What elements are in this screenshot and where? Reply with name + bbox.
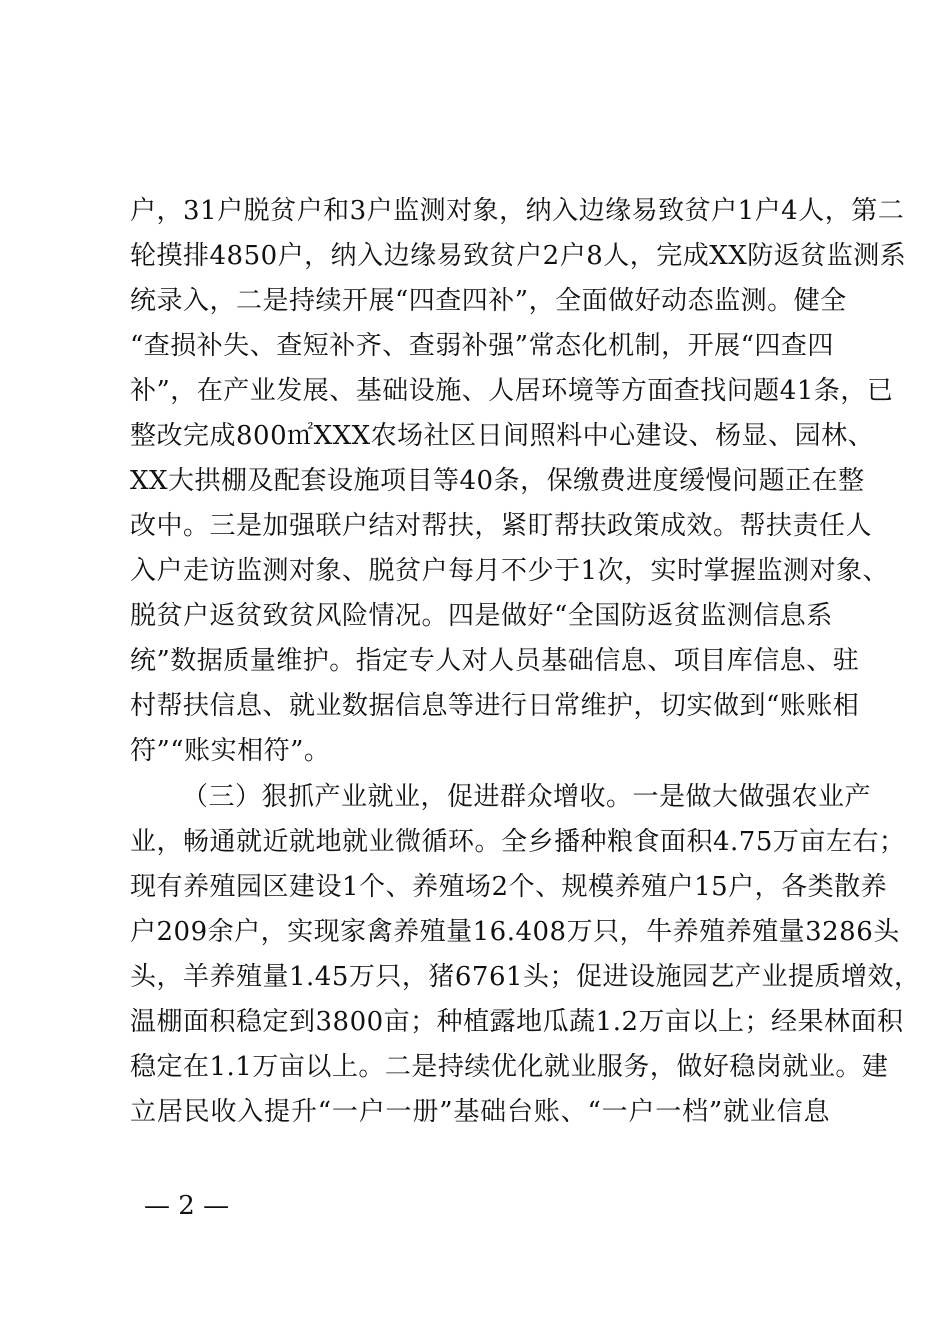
body-text-line: 现有养殖园区建设1个、养殖场2个、规模养殖户15户，各类散养 <box>130 872 888 902</box>
section-heading-line: （三）狠抓产业就业，促进群众增收。一是做大做强农业产 <box>182 782 872 812</box>
body-text-line: 补”，在产业发展、基础设施、人居环境等方面查找问题41条，已 <box>130 376 894 406</box>
body-text-line: 温棚面积稳定到3800亩；种植露地瓜蔬1.2万亩以上；经果林面积 <box>130 1007 904 1037</box>
body-text-line: 立居民收入提升“一户一册”基础台账、“一户一档”就业信息 <box>130 1097 830 1127</box>
body-text-line: 脱贫户返贫致贫风险情况。四是做好“全国防返贫监测信息系 <box>130 601 833 631</box>
body-text-line: “查损补失、查短补齐、查弱补强”常态化机制，开展“四查四 <box>130 331 834 361</box>
body-text-line: 统录入，二是持续开展“四查四补”，全面做好动态监测。健全 <box>130 286 847 316</box>
body-text-line: 业，畅通就近就地就业微循环。全乡播种粮食面积4.75万亩左右； <box>130 827 906 857</box>
page-number: — 2 — <box>144 1191 230 1221</box>
body-text-line: XX大拱棚及配套设施项目等40条，保缴费进度缓慢问题正在整 <box>130 466 865 496</box>
body-text-line: 入户走访监测对象、脱贫户每月不少于1次，实时掌握监测对象、 <box>130 556 890 586</box>
body-text-line: 头，羊养殖量1.45万只，猪6761头；促进设施园艺产业提质增效， <box>130 962 921 992</box>
body-text-line: 改中。三是加强联户结对帮扶，紧盯帮扶政策成效。帮扶责任人 <box>130 511 873 541</box>
body-text-line: 整改完成800㎡XXX农场社区日间照料中心建设、杨显、园林、 <box>130 421 875 451</box>
body-text-line: 稳定在1.1万亩以上。二是持续优化就业服务，做好稳岗就业。建 <box>130 1052 889 1082</box>
body-text-line: 统”数据质量维护。指定专人对人员基础信息、项目库信息、驻 <box>130 646 860 676</box>
body-text-line: 轮摸排4850户，纳入边缘易致贫户2户8人，完成XX防返贫监测系 <box>130 241 907 271</box>
body-text-line: 户209余户，实现家禽养殖量16.408万只，牛养殖养殖量3286头 <box>130 917 900 947</box>
body-text-line: 村帮扶信息、就业数据信息等进行日常维护，切实做到“账账相 <box>130 691 860 721</box>
body-text-line: 符”“账实相符”。 <box>130 736 331 766</box>
body-text-line: 户，31户脱贫户和3户监测对象，纳入边缘易致贫户1户4人，第二 <box>130 196 905 226</box>
